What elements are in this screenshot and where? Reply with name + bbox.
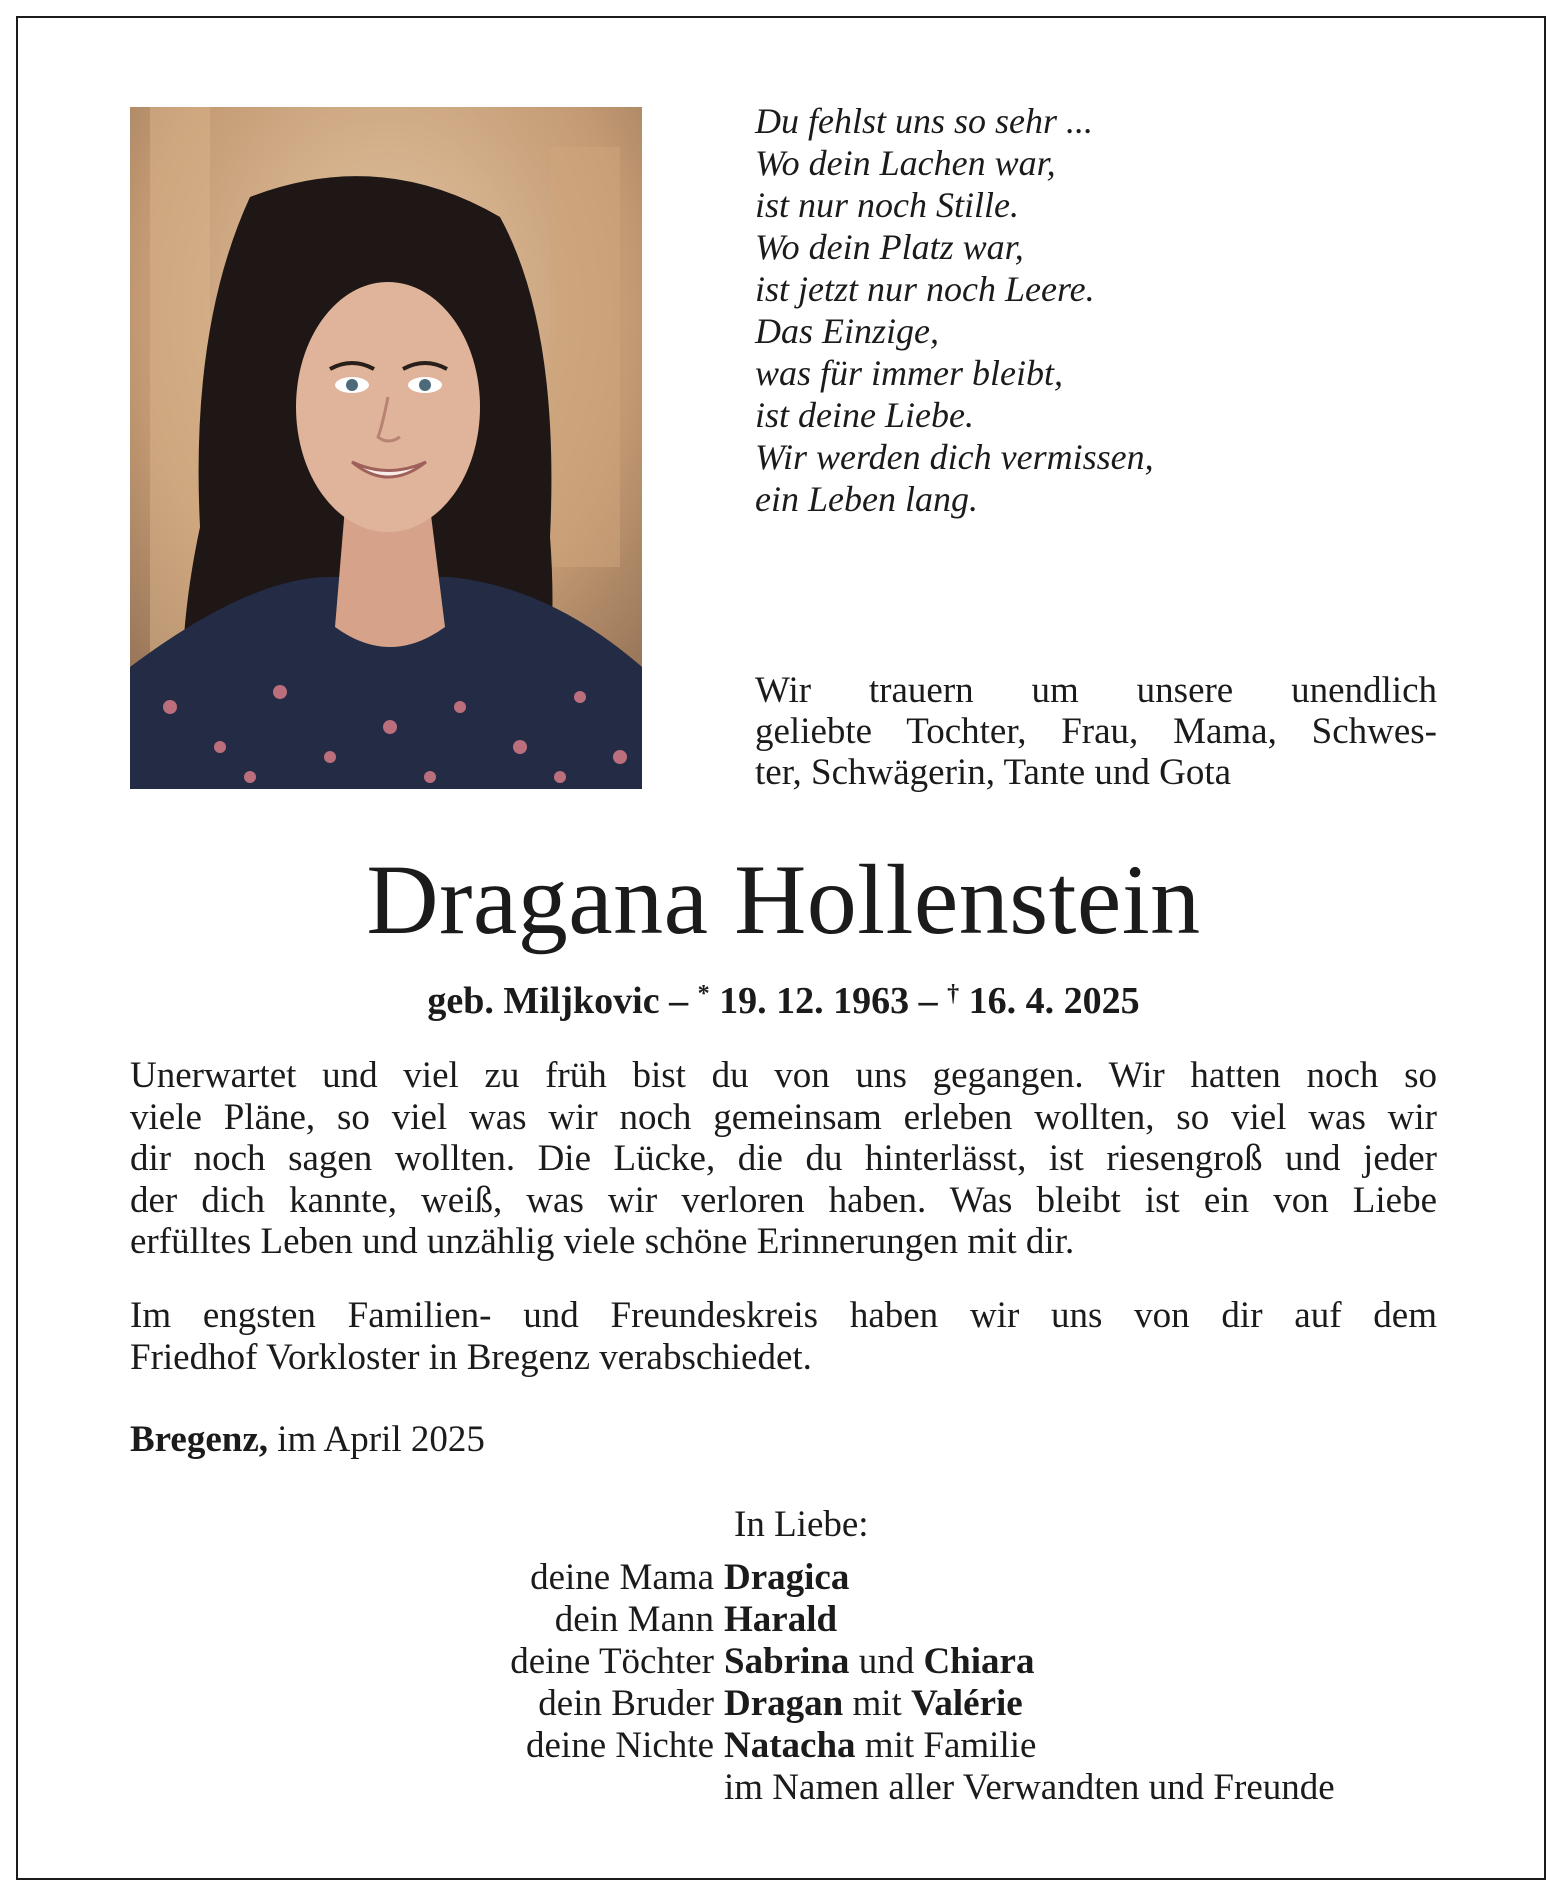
signer-relation: deine Mama [530, 1557, 714, 1598]
body-line: Unerwartet und viel zu früh bist du von uns gegangen. Wir hatten noch so [130, 1055, 1437, 1096]
birth-name: geb. Miljkovic [427, 980, 660, 1022]
signer-suffix: mit Familie [855, 1725, 1037, 1766]
signer-row [300, 1599, 1450, 1641]
in-liebe-heading: In Liebe: [734, 1504, 869, 1545]
body-line: dir noch sagen wollten. Die Lücke, die du hinterlässt, ist riesengroß und jeder [130, 1138, 1437, 1179]
signer-name: Harald [724, 1599, 838, 1640]
signer-relation: deine Töchter [510, 1641, 714, 1682]
poem-line: ist jetzt nur noch Leere. [755, 269, 1095, 309]
poem-line: Wo dein Lachen war, [755, 143, 1056, 183]
body-line: viele Pläne, so viel was wir noch gemeinsam erleben wollten, so viel was wir [130, 1096, 1437, 1138]
poem-line: Wir werden dich vermissen, [755, 437, 1154, 477]
signer-relation [300, 1767, 724, 1809]
poem [755, 100, 1455, 520]
signer-connector: mit [843, 1683, 912, 1724]
signer-relation: deine Nichte [526, 1725, 714, 1766]
mourning-intro [755, 670, 1437, 793]
signers-list [300, 1557, 1450, 1809]
life-dates [0, 972, 1567, 1023]
signer-row [300, 1767, 1450, 1809]
death-symbol: † [947, 981, 960, 1007]
birth-date: 19. 12. 1963 [709, 980, 910, 1022]
intro-line: geliebte Tochter, Frau, Mama, Schwes- [755, 711, 1437, 752]
signer-row [300, 1683, 1450, 1725]
body-line: erfülltes Leben und unzählig viele schöne Erinnerungen mit dir. [130, 1221, 1075, 1262]
signer-relation: dein Bruder [538, 1683, 714, 1724]
death-date: 16. 4. 2025 [959, 980, 1140, 1022]
date-separator: – [659, 980, 698, 1022]
farewell-paragraph [130, 1055, 1437, 1263]
signer-name: Natacha [724, 1725, 856, 1766]
signer-name: Sabrina [724, 1641, 850, 1682]
signer-name: Dragica [724, 1557, 850, 1598]
place-month: im April 2025 [268, 1419, 485, 1460]
signer-row [300, 1641, 1450, 1683]
place-date [130, 1418, 485, 1462]
ceremony-line: Friedhof Vorkloster in Bregenz verabschiedet. [130, 1336, 812, 1378]
poem-line: ist deine Liebe. [755, 395, 974, 435]
body-line: der dich kannte, weiß, was wir verloren haben. Was bleibt ist ein von Liebe [130, 1179, 1437, 1221]
signer-name-2: Valérie [911, 1683, 1023, 1724]
signer-relation: dein Mann [554, 1599, 714, 1640]
ceremony-paragraph [130, 1295, 1437, 1378]
poem-line: ein Leben lang. [755, 479, 978, 519]
ceremony-line: Im engsten Familien- und Freundeskreis haben wir uns von dir auf dem [130, 1295, 1437, 1336]
date-separator: – [909, 980, 948, 1022]
signer-connector: und [849, 1641, 924, 1682]
poem-line: Wo dein Platz war, [755, 227, 1024, 267]
poem-line: ist nur noch Stille. [755, 185, 1019, 225]
poem-line: Das Einzige, [755, 311, 939, 351]
signer-row [300, 1557, 1450, 1599]
signer-suffix: im Namen aller Verwandten und Freunde [724, 1767, 1335, 1808]
poem-line: Du fehlst uns so sehr ... [755, 101, 1094, 141]
deceased-name: Dragana Hollenstein [366, 844, 1201, 955]
intro-line: ter, Schwägerin, Tante und Gota [755, 752, 1232, 793]
signer-row [300, 1725, 1450, 1767]
portrait-photo [130, 107, 642, 789]
signer-name: Dragan [724, 1683, 844, 1724]
poem-line: was für immer bleibt, [755, 353, 1064, 393]
intro-line: Wir trauern um unsere unendlich [755, 670, 1437, 711]
place-city: Bregenz, [130, 1419, 269, 1460]
birth-symbol: * [697, 981, 710, 1007]
signer-name-2: Chiara [923, 1641, 1035, 1682]
